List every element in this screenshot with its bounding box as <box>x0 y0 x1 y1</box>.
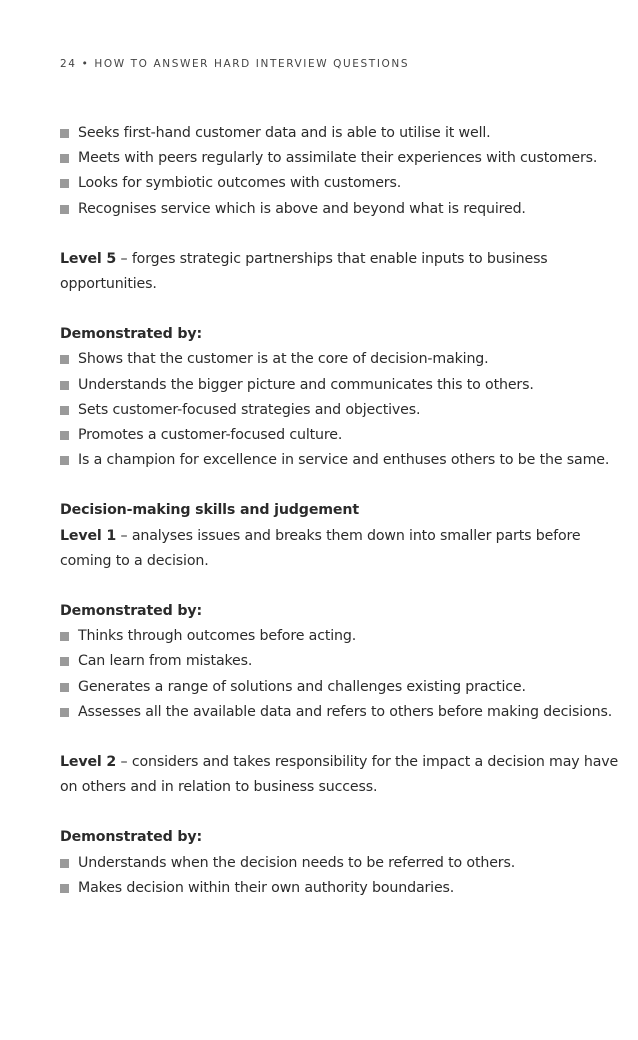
square-bullet-icon <box>60 884 69 893</box>
bullet-list-level5 <box>60 347 620 473</box>
list-item: Seeks first-hand customer data and is able to utilise it well. <box>60 121 620 146</box>
list-item: Is a champion for excellence in service and enthuses others to be the same. <box>60 448 620 473</box>
list-item: Recognises service which is above and beyond what is required. <box>60 197 620 222</box>
level-label: Level 2 <box>60 754 117 771</box>
square-bullet-icon <box>60 355 69 364</box>
page-number: 24 <box>60 58 77 70</box>
list-item: Can learn from mistakes. <box>60 649 620 674</box>
bullet-list-level4 <box>60 121 620 222</box>
list-item: Understands the bigger picture and communicates this to others. <box>60 373 620 398</box>
section-heading: Decision-making skills and judgement <box>60 502 359 519</box>
square-bullet-icon <box>60 708 69 717</box>
list-item: Assesses all the available data and refers to others before making decisions. <box>60 700 620 725</box>
list-item: Looks for symbiotic outcomes with customers. <box>60 171 620 196</box>
list-item: Shows that the customer is at the core of decision-making. <box>60 347 620 372</box>
level-label: Level 5 <box>60 250 117 267</box>
book-title: HOW TO ANSWER HARD INTERVIEW QUESTIONS <box>94 58 410 70</box>
level-label: Level 1 <box>60 527 117 544</box>
list-item: Thinks through outcomes before acting. <box>60 624 620 649</box>
list-item: Promotes a customer-focused culture. <box>60 423 620 448</box>
square-bullet-icon <box>60 456 69 465</box>
bullet-list-level2 <box>60 851 620 901</box>
demonstrated-by-heading: Demonstrated by: <box>60 326 203 343</box>
square-bullet-icon <box>60 683 69 692</box>
bullet-list-level1 <box>60 624 620 725</box>
list-item: Meets with peers regularly to assimilate their experiences with customers. <box>60 146 620 171</box>
square-bullet-icon <box>60 632 69 641</box>
square-bullet-icon <box>60 154 69 163</box>
page-body <box>60 121 620 901</box>
square-bullet-icon <box>60 179 69 188</box>
running-header <box>60 58 409 70</box>
level-5-paragraph: Level 5 – forges strategic partnerships that enable inputs to business opportunities. <box>60 250 548 293</box>
square-bullet-icon <box>60 431 69 440</box>
level-1-paragraph: Level 1 – analyses issues and breaks them down into smaller parts before coming to a decision. <box>60 527 581 569</box>
demonstrated-by-heading: Demonstrated by: <box>60 603 203 620</box>
list-item: Understands when the decision needs to be referred to others. <box>60 851 620 876</box>
list-item: Makes decision within their own authority boundaries. <box>60 876 620 901</box>
square-bullet-icon <box>60 129 69 138</box>
level-2-paragraph: Level 2 – considers and takes responsibility for the impact a decision may have on others and in relation to business success. <box>60 754 619 796</box>
list-item: Generates a range of solutions and challenges existing practice. <box>60 675 620 700</box>
square-bullet-icon <box>60 205 69 214</box>
square-bullet-icon <box>60 406 69 415</box>
list-item: Sets customer-focused strategies and objectives. <box>60 398 620 423</box>
header-separator: • <box>81 58 90 70</box>
square-bullet-icon <box>60 657 69 666</box>
square-bullet-icon <box>60 381 69 390</box>
square-bullet-icon <box>60 859 69 868</box>
demonstrated-by-heading: Demonstrated by: <box>60 829 203 846</box>
